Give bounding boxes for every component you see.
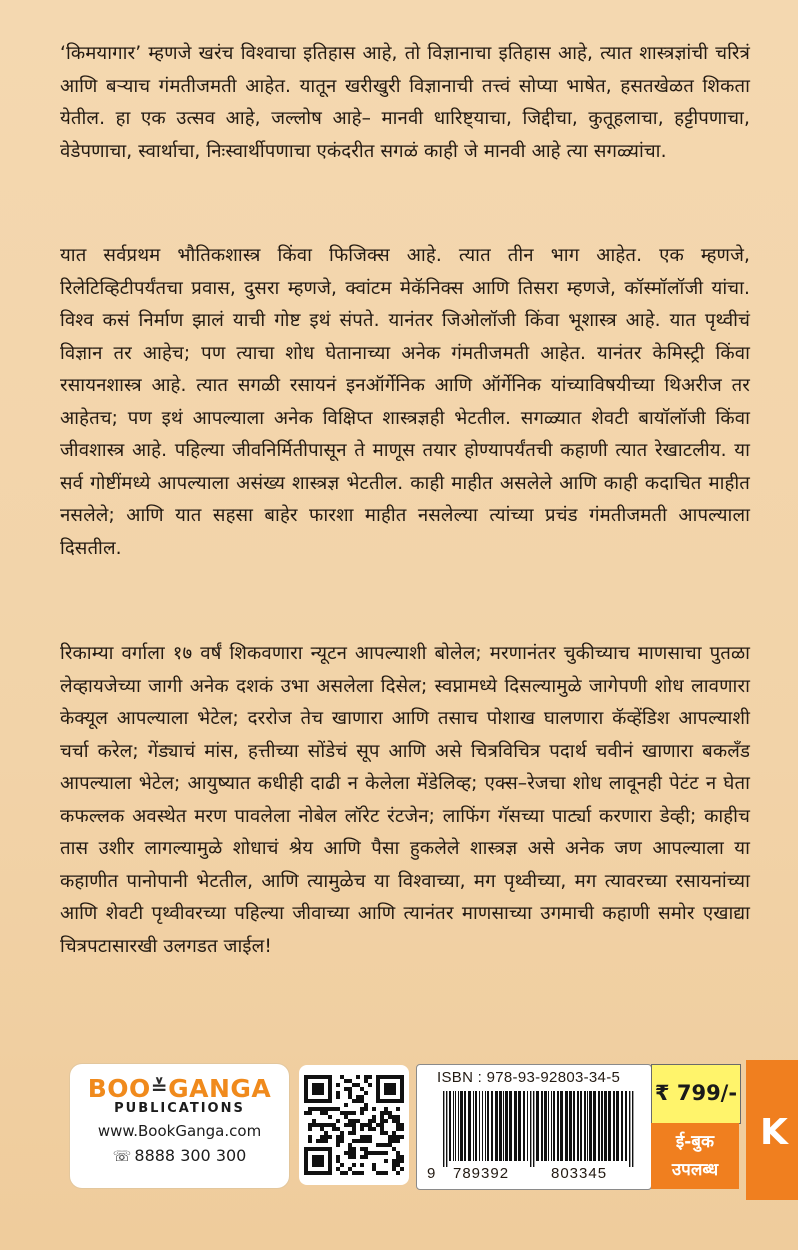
publisher-website: www.BookGanga.com [97, 1122, 262, 1140]
price-tag: ₹ 799/- [651, 1064, 741, 1124]
ebook-line-2: उपलब्ध [671, 1160, 719, 1180]
publisher-box [70, 1064, 289, 1188]
publisher-phone: 8888 300 300 [134, 1146, 247, 1165]
barcode-digits-group1: 789392 [453, 1165, 510, 1182]
blurb-paragraph-1: ‘किमयागार’ म्हणजे खरंच विश्वाचा इतिहास आहे, तो विज्ञानाचा इतिहास आहे, त्यात शास्त्रज्ञांची चरित्रं आणि बऱ्याच गंमतीजमती आहेत. यातून खरीखुरी विज्ञानाची तत्त्वं सोप्या भाषेत, हसतखेळत शिकता येतील. हा एक उत्सव आहे, जल्लोष आहे– मानवी धारिष्ट्याचा, जिद्दीचा, कुतूहलाचा, हट्टीपणाचा, वेडेपणाचा, स्वार्थाचा, निःस्वार्थीपणाचा एकंदरीत सगळं काही जे मानवी आहे त्या सगळ्यांचा. [60, 43, 750, 162]
blurb-paragraph-3: रिकाम्या वर्गाला १७ वर्षं शिकवणारा न्यूटन आपल्याशी बोलेल; मरणानंतर चुकीच्याच माणसाचा पुतळा लेव्हायजेच्या जागी अनेक दशकं उभा असलेला दिसेल; स्वप्नामध्ये दिसल्यामुळे जागेपणी शोध लावणारा केक्यूल आपल्याला भेटेल; दररोज तेच खाणारा आणि तसाच पोशाख घालणारा कॅव्हेंडिश आपल्याशी चर्चा करेल; गेंड्याचं मांस, हत्तीच्या सोंडेचं सूप आणि असे चित्रविचित्र पदार्थ चवीनं खाणारा बकलँड आपल्याला भेटेल; आयुष्यात कधीही दाढी न केलेला मेंडेलिव्ह; एक्स–रेजचा शोध लावूनही पेटंट न घेता कफल्लक अवस्थेत मरण पावलेला नोबेल लॉरेट रंटजेन; लाफिंग गॅसच्या पार्ट्या करणारा डेव्ही; काहीच तास उशीर लागल्यामुळे शोधाचं श्रेय आणि पैसा हुकलेले शास्त्रज्ञ असे अनेक जण आपल्याला या कहाणीत पानोपानी भेटतील, आणि त्यामुळेच या विश्वाच्या, मग पृथ्वीच्या, मग त्यावरच्या रसायनांच्या आणि शेवटी पृथ्वीवरच्या पहिल्या जीवाच्या आणि त्यानंतर माणसाच्या उगमाची कहाणी समोर एखाद्या चित्रपटासारखी उलगडत जाईल! [60, 643, 750, 957]
barcode-digits-group2: 803345 [551, 1165, 608, 1182]
publisher-phone-row [70, 1146, 289, 1165]
isbn-label: ISBN : 978-93-92803-34-5 [437, 1069, 621, 1086]
logo-ganga: GANGA [168, 1074, 272, 1103]
ebook-line-1: ई-बुक [675, 1132, 715, 1152]
qr-code [299, 1065, 409, 1185]
spine-tab [746, 1060, 798, 1200]
isbn-barcode-box [416, 1064, 652, 1190]
logo-boo: BOO [87, 1074, 151, 1103]
cover-footer [0, 1060, 798, 1250]
logo-book-icon: ≚ [150, 1075, 169, 1099]
barcode-icon [431, 1091, 637, 1169]
blurb-paragraph-2: यात सर्वप्रथम भौतिकशास्त्र किंवा फिजिक्स आहे. त्यात तीन भाग आहेत. एक म्हणजे, रिलेटिव्हिटीपर्यंतचा प्रवास, दुसरा म्हणजे, क्वांटम मेकॅनिक्स आणि तिसरा म्हणजे, कॉस्मॉलॉजी यांचा. विश्व कसं निर्माण झालं याची गोष्ट इथं संपते. यानंतर जिओलॉजी किंवा भूशास्त्र आहे. यात पृथ्वीचं विज्ञान तर आहेच; पण त्याचा शोध घेतानाच्या अनेक गंमतीजमती आहेत. यानंतर केमिस्ट्री किंवा रसायनशास्त्र आहे. त्यात सगळी रसायनं इनऑर्गेनिक आणि ऑर्गेनिक यांच्याविषयीच्या थिअरीज तर आहेतच; पण इथं आपल्याला अनेक विक्षिप्त शास्त्रज्ञही भेटतील. सगळ्यात शेवटी बायॉलॉजी किंवा जीवशास्त्र आहे. पहिल्या जीवनिर्मितीपासून ते माणूस तयार होण्यापर्यंतची कहाणी त्यात रेखाटलीय. या सर्व गोष्टींमध्ये आपल्याला असंख्य शास्त्रज्ञ भेटतील. काही माहीत असलेले आणि काही कदाचित माहीत नसलेले; आणि यात सहसा बाहेर फारशा माहीत नसलेल्या त्यांच्या प्रचंड गंमतीजमती आपल्याला दिसतील. [60, 245, 750, 559]
qr-code-icon [304, 1075, 404, 1175]
publisher-subtitle: PUBLICATIONS [114, 1101, 245, 1116]
ebook-available-badge [651, 1123, 739, 1189]
phone-icon: ☏ [112, 1147, 132, 1165]
spine-tab-letter: K [760, 1112, 788, 1153]
publisher-logo [70, 1074, 289, 1103]
barcode-digit-lead: 9 [427, 1165, 437, 1182]
